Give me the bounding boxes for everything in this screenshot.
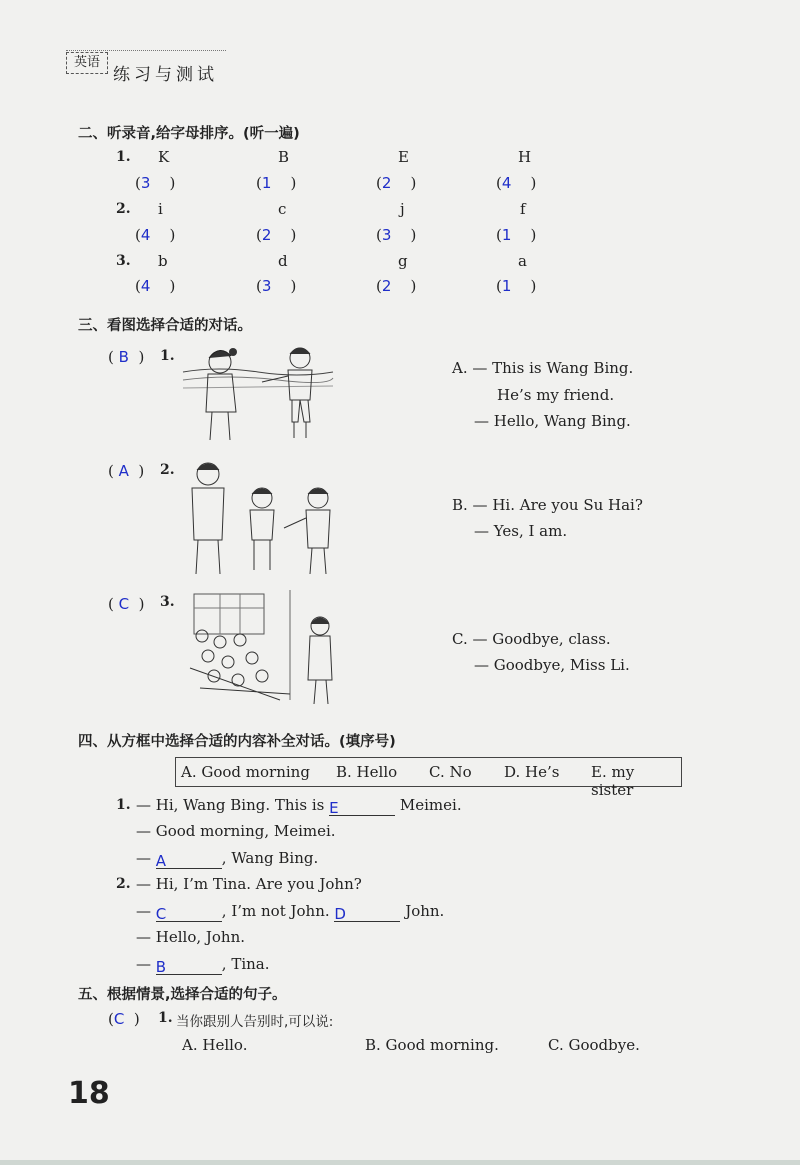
dialogue-line: — Hello, John. xyxy=(136,928,246,946)
answer-value: A xyxy=(118,462,129,480)
dialogue-line xyxy=(136,849,318,869)
dialogue-text: John. xyxy=(405,902,445,920)
section5-title: 五、根据情景,选择合适的句子。 xyxy=(78,987,287,1003)
answer-value: E xyxy=(329,799,339,817)
word-box-option: E. my sister xyxy=(591,763,635,799)
subject-label: 英语 xyxy=(66,52,108,74)
answer-value: 3 xyxy=(261,277,272,295)
answer-slot[interactable]: (2 ) xyxy=(376,174,417,192)
answer-value: B xyxy=(155,958,167,976)
dialogue-text: — xyxy=(136,849,151,867)
dialogue-line xyxy=(136,902,444,922)
s3-num-3: 3. xyxy=(160,594,175,610)
dialogue-line: — Hi, I’m Tina. Are you John? xyxy=(136,875,362,893)
answer-value: A xyxy=(155,852,167,870)
answer-value: B xyxy=(118,348,129,366)
option-a-line2: He’s my friend. xyxy=(497,386,615,404)
answer-value: 1 xyxy=(501,226,512,244)
answer-slot[interactable]: (C ) xyxy=(108,1010,140,1028)
answer-value: 1 xyxy=(261,174,272,192)
s2-letter: g xyxy=(398,252,408,270)
option-b-line2: — Yes, I am. xyxy=(474,522,568,540)
s2-letter: j xyxy=(400,200,405,218)
answer-value: 3 xyxy=(140,174,151,192)
fill-blank[interactable] xyxy=(334,905,400,922)
option-c-line1: C. — Goodbye, class. xyxy=(452,630,611,648)
answer-value: 2 xyxy=(381,277,392,295)
answer-value: 4 xyxy=(140,277,151,295)
bottom-strip xyxy=(0,1160,800,1165)
s2-letter: B xyxy=(278,148,290,166)
option-a-line1: A. — This is Wang Bing. xyxy=(452,359,634,377)
option-b-line1: B. — Hi. Are you Su Hai? xyxy=(452,496,643,514)
word-box-option: A. Good morning xyxy=(181,763,310,781)
answer-value: C xyxy=(118,595,130,613)
choice-c: C. Goodbye. xyxy=(548,1036,640,1054)
fill-blank[interactable] xyxy=(156,958,222,975)
s2-letter: i xyxy=(158,200,163,218)
answer-value: C xyxy=(155,905,167,923)
answer-slot[interactable]: (2 ) xyxy=(256,226,297,244)
answer-slot[interactable]: (4 ) xyxy=(135,277,176,295)
page-number: 18 xyxy=(68,1076,110,1111)
answer-value: 2 xyxy=(261,226,272,244)
s3-num-1: 1. xyxy=(160,348,175,364)
answer-slot[interactable]: (4 ) xyxy=(135,226,176,244)
illustration-three-people xyxy=(178,458,338,578)
dialogue-text: — xyxy=(136,955,151,973)
s2-num-1: 1. xyxy=(116,149,131,165)
fill-blank[interactable] xyxy=(156,905,222,922)
answer-slot[interactable]: (3 ) xyxy=(376,226,417,244)
answer-slot[interactable]: (1 ) xyxy=(496,226,537,244)
choice-b: B. Good morning. xyxy=(365,1036,499,1054)
s2-letter: E xyxy=(398,148,409,166)
illustration-two-kids xyxy=(178,342,338,442)
word-box-option: C. No xyxy=(429,763,472,781)
dialogue-text: Meimei. xyxy=(399,796,462,814)
answer-slot[interactable]: (1 ) xyxy=(256,174,297,192)
s2-letter: d xyxy=(278,252,288,270)
answer-slot[interactable]: (3 ) xyxy=(256,277,297,295)
answer-value: C xyxy=(113,1010,125,1028)
answer-value: 4 xyxy=(140,226,151,244)
dialogue-text: , Tina. xyxy=(221,955,270,973)
fill-blank[interactable] xyxy=(329,799,395,816)
dialogue-text: — Hi, Wang Bing. This is xyxy=(136,796,325,814)
option-a-line3: — Hello, Wang Bing. xyxy=(474,412,631,430)
section4-title: 四、从方框中选择合适的内容补全对话。(填序号) xyxy=(78,734,396,750)
choice-a: A. Hello. xyxy=(182,1036,248,1054)
s2-letter: b xyxy=(158,252,168,270)
s2-num-2: 2. xyxy=(116,201,131,217)
dialogue-line xyxy=(136,796,462,816)
option-c-line2: — Goodbye, Miss Li. xyxy=(474,656,630,674)
s4-num-2: 2. xyxy=(116,876,131,892)
answer-value: 2 xyxy=(381,174,392,192)
header-rule xyxy=(66,50,226,51)
answer-value: 4 xyxy=(501,174,512,192)
s2-letter: c xyxy=(278,200,287,218)
answer-value: 1 xyxy=(501,277,512,295)
dialogue-line: — Good morning, Meimei. xyxy=(136,822,336,840)
s2-letter: a xyxy=(518,252,527,270)
answer-slot[interactable]: (2 ) xyxy=(376,277,417,295)
dialogue-text: — xyxy=(136,902,151,920)
word-box xyxy=(175,757,682,799)
answer-value: D xyxy=(334,905,346,923)
section2-title: 二、听录音,给字母排序。(听一遍) xyxy=(78,126,300,142)
question-text: 当你跟别人告别时,可以说: xyxy=(176,1014,334,1030)
s2-letter: H xyxy=(518,148,532,166)
s3-num-2: 2. xyxy=(160,462,175,478)
answer-slot[interactable]: (1 ) xyxy=(496,277,537,295)
section3-title: 三、看图选择合适的对话。 xyxy=(78,318,252,334)
s5-num-1: 1. xyxy=(158,1010,173,1026)
answer-slot[interactable]: (3 ) xyxy=(135,174,176,192)
fill-blank[interactable] xyxy=(156,852,222,869)
s2-letter: K xyxy=(158,148,170,166)
illustration-classroom xyxy=(180,590,340,710)
s2-num-3: 3. xyxy=(116,253,131,269)
word-box-option: D. He’s xyxy=(504,763,560,781)
dialogue-line xyxy=(136,955,270,975)
answer-slot[interactable]: ( A ) xyxy=(108,462,145,480)
word-box-option: B. Hello xyxy=(336,763,398,781)
answer-slot[interactable]: ( B ) xyxy=(108,348,145,366)
answer-slot[interactable]: (4 ) xyxy=(496,174,537,192)
answer-slot[interactable]: ( C ) xyxy=(108,595,145,613)
dialogue-text: , I’m not John. xyxy=(221,902,330,920)
book-title: 练习与测试 xyxy=(113,65,218,85)
answer-value: 3 xyxy=(381,226,392,244)
s4-num-1: 1. xyxy=(116,797,131,813)
s2-letter: f xyxy=(520,200,526,218)
dialogue-text: , Wang Bing. xyxy=(221,849,319,867)
